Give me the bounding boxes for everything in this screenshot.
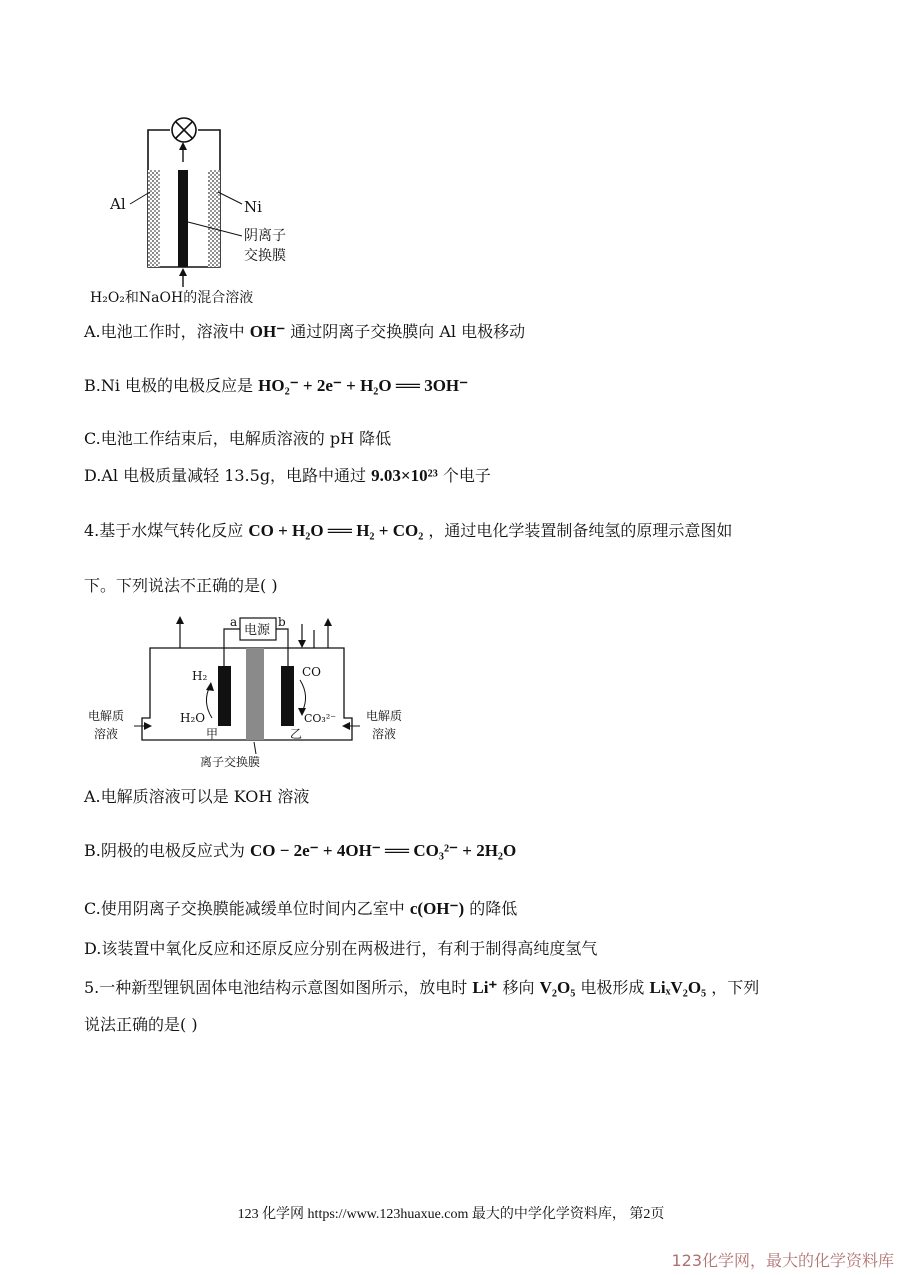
power-label: 电源 xyxy=(244,623,271,638)
al-electrode xyxy=(148,170,160,267)
q3-d-formula: 9.03×10²³ xyxy=(371,466,438,485)
electrode-jia xyxy=(218,666,231,726)
q4-c-text-2: 的降低 xyxy=(469,899,518,918)
ni-electrode xyxy=(208,170,220,267)
q4-option-c xyxy=(84,898,517,920)
anion-membrane xyxy=(178,170,188,267)
label-electrolyte-right-1: 电解质 xyxy=(366,709,403,723)
q5-formula-v2o5: V₂O₅ xyxy=(539,978,576,997)
q4-c-formula: c(OH⁻) xyxy=(409,899,465,918)
q5-text-4: ，下列 xyxy=(711,978,760,997)
ion-exchange-membrane xyxy=(246,648,264,740)
label-membrane: 离子交换膜 xyxy=(200,755,261,769)
q4-c-text: C.使用阴离子交换膜能减缓单位时间内乙室中 xyxy=(84,899,405,918)
q5-text: 5.一种新型锂钒固体电池结构示意图如图所示，放电时 xyxy=(84,978,468,997)
label-h2: H₂ xyxy=(192,669,208,683)
q4-option-d: D.该装置中氧化反应和还原反应分别在两极进行，有利于制得高纯度氢气 xyxy=(84,939,598,958)
page-footer: 123 化学网 https://www.123huaxue.com 最大的中学化学资料库， 第2页 xyxy=(237,1207,665,1222)
q4-text: 4.基于水煤气转化反应 xyxy=(84,521,244,540)
q3-a-text-2: 通过阴离子交换膜向 Al 电极移动 xyxy=(290,322,526,341)
q3-d-text-2: 个电子 xyxy=(442,466,491,485)
q3-b-text: B.Ni 电极的电极反应是 xyxy=(84,376,254,395)
watermark: 123化学网，最大的化学资料库 xyxy=(671,1251,894,1270)
figure-caption: H₂O₂和NaOH的混合溶液 xyxy=(90,290,254,306)
q5-formula-li: Li⁺ xyxy=(472,978,498,997)
q4-b-formula: CO − 2e⁻ + 4OH⁻ ══ CO₃²⁻ + 2H₂O xyxy=(249,841,517,860)
q5-stem-line-2: 说法正确的是( ) xyxy=(84,1015,198,1034)
q5-text-2: 移向 xyxy=(502,978,535,997)
q4-text-2: ，通过电化学装置制备纯氢的原理示意图如 xyxy=(428,521,733,540)
figure-hydrogen-device xyxy=(84,610,424,770)
terminal-b: b xyxy=(278,615,286,629)
q3-a-formula: OH⁻ xyxy=(249,322,286,341)
electrode-yi xyxy=(281,666,294,726)
q4-option-b xyxy=(84,840,516,862)
q5-text-3: 电极形成 xyxy=(580,978,645,997)
label-electrolyte-right-2: 溶液 xyxy=(372,727,397,741)
label-jia: 甲 xyxy=(206,727,219,741)
q3-option-d xyxy=(84,465,491,487)
q5-formula-lixv2o5: LiₓV₂O₅ xyxy=(649,978,707,997)
terminal-a: a xyxy=(230,615,238,629)
q3-option-b xyxy=(84,375,468,397)
q5-stem-line-1 xyxy=(84,977,759,999)
q3-a-text: A.电池工作时，溶液中 xyxy=(84,322,245,341)
q4-stem-line-2: 下。下列说法不正确的是( ) xyxy=(84,576,278,595)
q3-option-c: C.电池工作结束后，电解质溶液的 pH 降低 xyxy=(84,429,392,448)
q4-option-a: A.电解质溶液可以是 KOH 溶液 xyxy=(84,787,310,806)
label-electrolyte-left-1: 电解质 xyxy=(88,709,125,723)
q3-b-formula: HO₂⁻ + 2e⁻ + H₂O ══ 3OH⁻ xyxy=(258,376,469,395)
q3-option-a xyxy=(84,321,525,343)
label-membrane-1: 阴离子 xyxy=(244,228,286,244)
label-co: CO xyxy=(302,665,322,679)
label-co3: CO₃²⁻ xyxy=(304,712,337,725)
q4-stem-line-1 xyxy=(84,520,732,542)
figure-al-ni-cell xyxy=(84,112,314,312)
label-yi: 乙 xyxy=(290,727,303,741)
label-h2o: H₂O xyxy=(180,711,206,725)
q4-b-text: B.阴极的电极反应式为 xyxy=(84,841,245,860)
q3-d-text: D.Al 电极质量减轻 13.5g，电路中通过 xyxy=(84,466,367,485)
q4-formula: CO + H₂O ══ H₂ + CO₂ xyxy=(248,521,424,540)
label-electrolyte-left-2: 溶液 xyxy=(94,727,119,741)
label-membrane-2: 交换膜 xyxy=(244,248,286,264)
label-ni: Ni xyxy=(244,198,262,216)
label-al: Al xyxy=(110,195,126,213)
